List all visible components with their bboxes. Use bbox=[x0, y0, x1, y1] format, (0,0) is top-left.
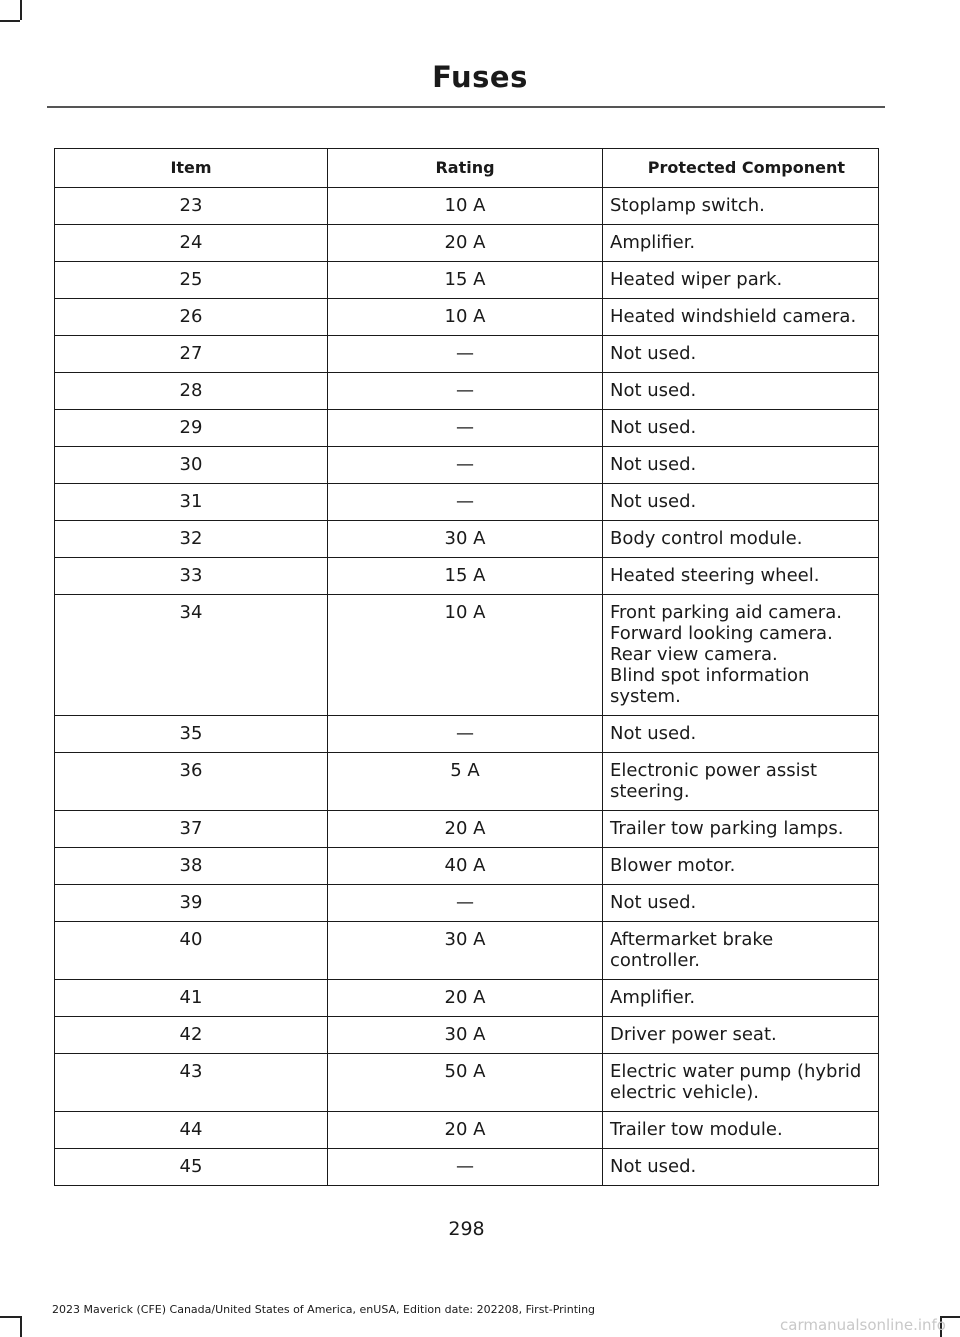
table-row bbox=[55, 811, 879, 848]
fuse-item-number: 25 bbox=[55, 262, 328, 299]
protected-component: Front parking aid camera. Forward looking camera. Rear view camera. Blind spot information system. bbox=[603, 595, 879, 716]
protected-component: Not used. bbox=[603, 885, 879, 922]
protected-component: Amplifier. bbox=[603, 980, 879, 1017]
table-row bbox=[55, 299, 879, 336]
fuse-rating: — bbox=[328, 1149, 603, 1186]
protected-component: Driver power seat. bbox=[603, 1017, 879, 1054]
fuse-item-number: 43 bbox=[55, 1054, 328, 1112]
table-row bbox=[55, 521, 879, 558]
table-row bbox=[55, 1017, 879, 1054]
fuse-rating: 15 A bbox=[328, 558, 603, 595]
table-row bbox=[55, 595, 879, 716]
table-header-row bbox=[55, 149, 879, 188]
crop-mark bbox=[20, 1316, 22, 1337]
fuse-item-number: 39 bbox=[55, 885, 328, 922]
fuse-item-number: 27 bbox=[55, 336, 328, 373]
fuse-item-number: 33 bbox=[55, 558, 328, 595]
fuse-item-number: 32 bbox=[55, 521, 328, 558]
protected-component: Electric water pump (hybrid electric vehicle). bbox=[603, 1054, 879, 1112]
fuse-rating: — bbox=[328, 336, 603, 373]
table-row bbox=[55, 922, 879, 980]
fuse-item-number: 29 bbox=[55, 410, 328, 447]
fuse-item-number: 34 bbox=[55, 595, 328, 716]
table-row bbox=[55, 1149, 879, 1186]
table-row bbox=[55, 716, 879, 753]
fuse-rating: 50 A bbox=[328, 1054, 603, 1112]
page-number: 298 bbox=[448, 1218, 485, 1240]
protected-component: Not used. bbox=[603, 447, 879, 484]
fuse-item-number: 30 bbox=[55, 447, 328, 484]
fuse-rating: — bbox=[328, 885, 603, 922]
footer-edition-text: 2023 Maverick (CFE) Canada/United States of America, enUSA, Edition date: 202208, First-Printing bbox=[52, 1303, 596, 1316]
fuse-item-number: 42 bbox=[55, 1017, 328, 1054]
table-row bbox=[55, 753, 879, 811]
protected-component: Heated wiper park. bbox=[603, 262, 879, 299]
fuse-rating: 5 A bbox=[328, 753, 603, 811]
protected-component: Aftermarket brake controller. bbox=[603, 922, 879, 980]
fuse-rating: 40 A bbox=[328, 848, 603, 885]
column-header-protected-component: Protected Component bbox=[603, 149, 879, 188]
header-divider bbox=[47, 106, 885, 108]
fuse-item-number: 26 bbox=[55, 299, 328, 336]
table-row bbox=[55, 447, 879, 484]
fuse-item-number: 31 bbox=[55, 484, 328, 521]
table-row bbox=[55, 484, 879, 521]
fuse-rating: 15 A bbox=[328, 262, 603, 299]
protected-component: Body control module. bbox=[603, 521, 879, 558]
fuse-rating: — bbox=[328, 447, 603, 484]
protected-component: Not used. bbox=[603, 484, 879, 521]
fuse-item-number: 45 bbox=[55, 1149, 328, 1186]
fuse-rating: — bbox=[328, 373, 603, 410]
protected-component: Heated steering wheel. bbox=[603, 558, 879, 595]
crop-mark bbox=[0, 20, 20, 22]
protected-component: Blower motor. bbox=[603, 848, 879, 885]
table-row bbox=[55, 336, 879, 373]
fuse-rating: — bbox=[328, 410, 603, 447]
fuse-item-number: 24 bbox=[55, 225, 328, 262]
fuse-item-number: 36 bbox=[55, 753, 328, 811]
table-row bbox=[55, 373, 879, 410]
table-row bbox=[55, 558, 879, 595]
protected-component: Not used. bbox=[603, 336, 879, 373]
protected-component: Not used. bbox=[603, 716, 879, 753]
protected-component: Electronic power assist steering. bbox=[603, 753, 879, 811]
fuse-rating: 20 A bbox=[328, 1112, 603, 1149]
table-row bbox=[55, 410, 879, 447]
fuse-item-number: 44 bbox=[55, 1112, 328, 1149]
fuse-table bbox=[54, 148, 879, 1186]
fuse-rating: 20 A bbox=[328, 811, 603, 848]
protected-component: Not used. bbox=[603, 410, 879, 447]
fuse-rating: 10 A bbox=[328, 188, 603, 225]
fuse-rating: 20 A bbox=[328, 980, 603, 1017]
crop-mark bbox=[20, 0, 22, 20]
fuse-item-number: 23 bbox=[55, 188, 328, 225]
fuse-item-number: 28 bbox=[55, 373, 328, 410]
protected-component: Heated windshield camera. bbox=[603, 299, 879, 336]
protected-component: Stoplamp switch. bbox=[603, 188, 879, 225]
fuse-rating: 30 A bbox=[328, 922, 603, 980]
fuse-rating: — bbox=[328, 716, 603, 753]
column-header-rating: Rating bbox=[328, 149, 603, 188]
table-row bbox=[55, 1054, 879, 1112]
fuse-item-number: 41 bbox=[55, 980, 328, 1017]
fuse-table-body bbox=[55, 188, 879, 1186]
protected-component: Trailer tow parking lamps. bbox=[603, 811, 879, 848]
table-row bbox=[55, 1112, 879, 1149]
table-row bbox=[55, 225, 879, 262]
protected-component: Amplifier. bbox=[603, 225, 879, 262]
table-row bbox=[55, 262, 879, 299]
fuse-item-number: 37 bbox=[55, 811, 328, 848]
fuse-rating: 30 A bbox=[328, 1017, 603, 1054]
protected-component: Trailer tow module. bbox=[603, 1112, 879, 1149]
table-row bbox=[55, 980, 879, 1017]
fuse-rating: 10 A bbox=[328, 595, 603, 716]
fuse-rating: 20 A bbox=[328, 225, 603, 262]
fuse-rating: 10 A bbox=[328, 299, 603, 336]
crop-mark bbox=[0, 1316, 20, 1318]
fuse-item-number: 38 bbox=[55, 848, 328, 885]
column-header-item: Item bbox=[55, 149, 328, 188]
fuse-rating: 30 A bbox=[328, 521, 603, 558]
table-row bbox=[55, 885, 879, 922]
fuse-item-number: 40 bbox=[55, 922, 328, 980]
table-row bbox=[55, 188, 879, 225]
fuse-rating: — bbox=[328, 484, 603, 521]
table-row bbox=[55, 848, 879, 885]
watermark: carmanualsonline.info bbox=[780, 1316, 946, 1334]
protected-component: Not used. bbox=[603, 373, 879, 410]
protected-component: Not used. bbox=[603, 1149, 879, 1186]
page-title: Fuses bbox=[432, 60, 528, 94]
fuse-item-number: 35 bbox=[55, 716, 328, 753]
